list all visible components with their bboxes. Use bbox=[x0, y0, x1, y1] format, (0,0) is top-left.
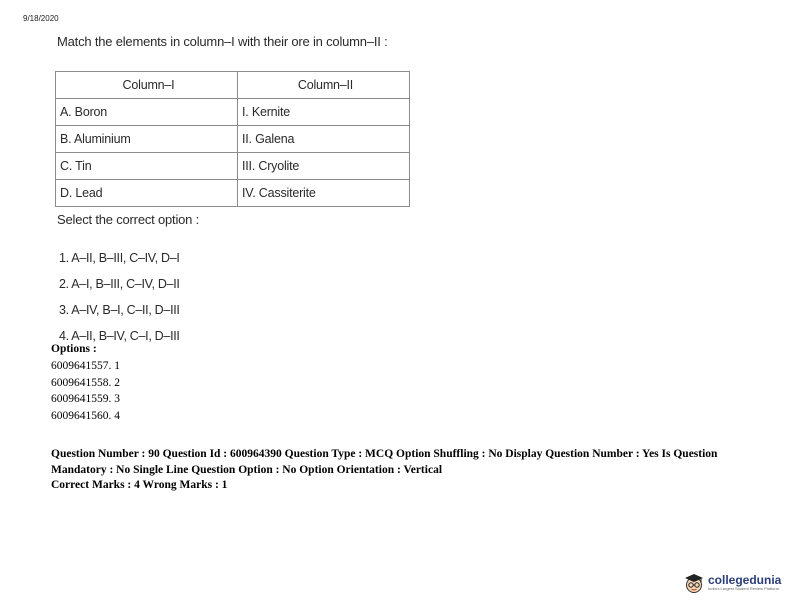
element-cell: C. Tin bbox=[56, 153, 238, 180]
ore-cell: III. Cryolite bbox=[238, 153, 410, 180]
logo-name: collegedunia bbox=[708, 573, 782, 587]
match-table bbox=[55, 71, 410, 207]
logo-text bbox=[708, 574, 781, 592]
options-list bbox=[51, 343, 120, 424]
table-row bbox=[56, 99, 410, 126]
option-id: 6009641558. 2 bbox=[51, 376, 120, 389]
answer-choice: 4. A–II, B–IV, C–I, D–III bbox=[59, 329, 180, 343]
graduate-mascot-icon bbox=[683, 572, 705, 594]
select-instruction: Select the correct option : bbox=[57, 212, 200, 227]
answer-choice: 3. A–IV, B–I, C–II, D–III bbox=[59, 303, 180, 317]
ore-cell: I. Kernite bbox=[238, 99, 410, 126]
table-row bbox=[56, 153, 410, 180]
question-prompt: Match the elements in column–I with their ore in column–II : bbox=[57, 34, 388, 49]
ore-cell: II. Galena bbox=[238, 126, 410, 153]
column-2-header: Column–II bbox=[238, 72, 410, 99]
answer-choices bbox=[59, 245, 410, 349]
ore-cell: IV. Cassiterite bbox=[238, 180, 410, 207]
options-heading: Options : bbox=[51, 343, 97, 355]
table-row bbox=[56, 180, 410, 207]
answer-choice: 2. A–I, B–III, C–IV, D–II bbox=[59, 277, 180, 291]
question-metadata bbox=[51, 447, 751, 494]
answer-choice: 1. A–II, B–III, C–IV, D–I bbox=[59, 251, 180, 265]
collegedunia-logo bbox=[683, 572, 781, 594]
question-info: Question Number : 90 Question Id : 600964390 Question Type : MCQ Option Shuffling : No Display Question Number : Yes Is Question Mandatory : No Single Line Question Option : No Option Orientation : Vertical bbox=[51, 448, 718, 476]
element-cell: B. Aluminium bbox=[56, 126, 238, 153]
element-cell: A. Boron bbox=[56, 99, 238, 126]
option-id: 6009641560. 4 bbox=[51, 409, 120, 422]
table-row bbox=[56, 126, 410, 153]
element-cell: D. Lead bbox=[56, 180, 238, 207]
question-content bbox=[55, 34, 410, 349]
option-id: 6009641559. 3 bbox=[51, 393, 120, 405]
column-1-header: Column–I bbox=[56, 72, 238, 99]
print-date: 9/18/2020 bbox=[23, 14, 59, 23]
table-header-row bbox=[56, 72, 410, 99]
logo-tagline: India's Largest Student Review Platform bbox=[708, 586, 780, 591]
marks-info: Correct Marks : 4 Wrong Marks : 1 bbox=[51, 479, 228, 491]
option-id: 6009641557. 1 bbox=[51, 360, 120, 372]
